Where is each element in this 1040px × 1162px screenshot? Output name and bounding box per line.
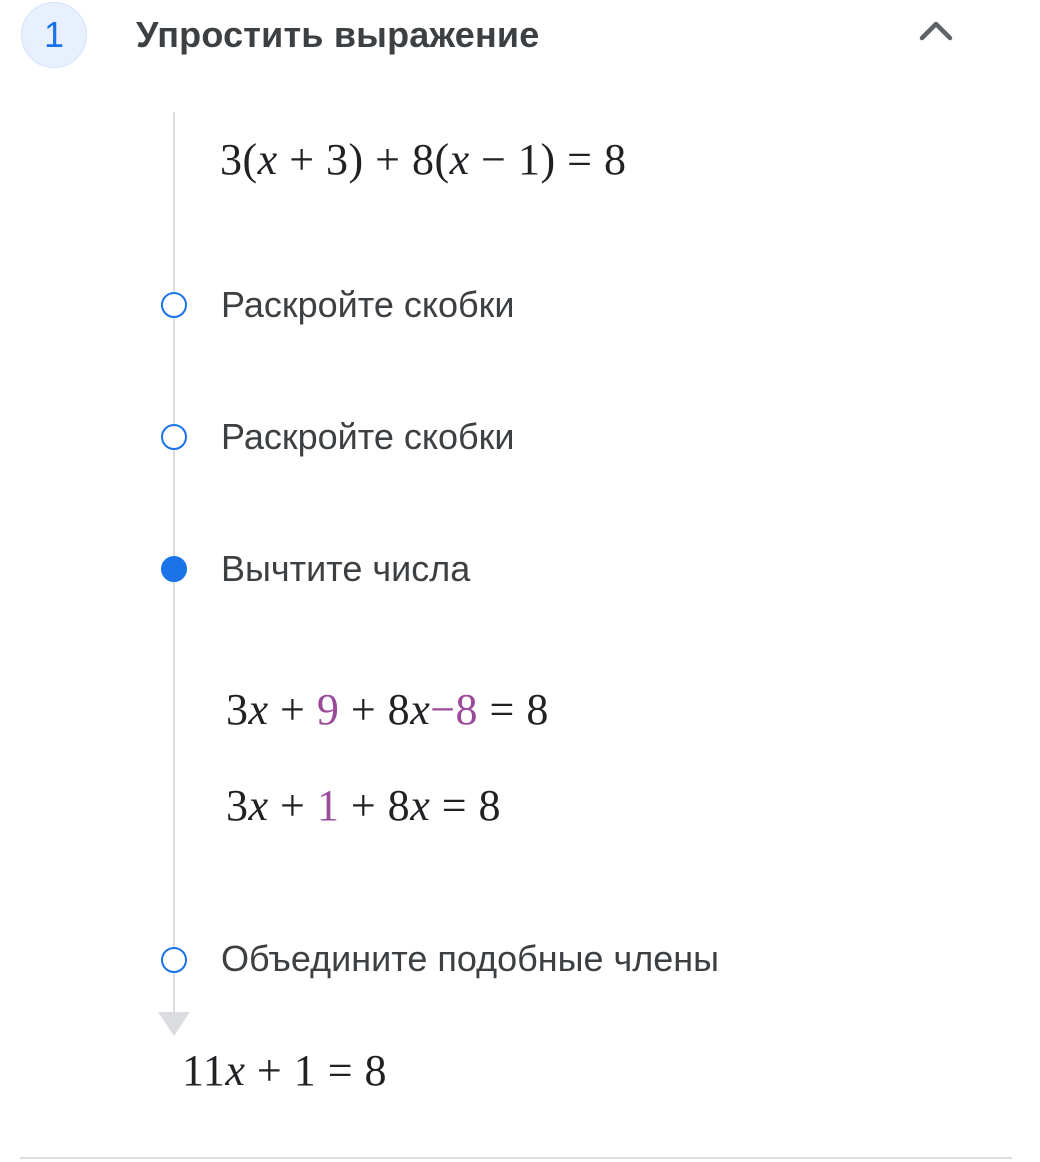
substep-expand-brackets-1[interactable]: Раскройте скобки [221, 284, 515, 325]
substep-dot-4 [161, 947, 187, 973]
substep-subtract-numbers[interactable]: Вычтите числа [221, 548, 471, 589]
timeline-arrow-icon [158, 1012, 190, 1036]
chevron-up-icon [910, 8, 962, 52]
substep-dot-1 [161, 292, 187, 318]
substep-dot-3-active [161, 556, 187, 582]
step-title: Упростить выражение [136, 14, 540, 55]
substep-combine-like-terms[interactable]: Объедините подобные члены [221, 938, 720, 979]
substep-expand-brackets-2[interactable]: Раскройте скобки [221, 416, 515, 457]
substep-dot-2 [161, 424, 187, 450]
section-divider [20, 1157, 1012, 1159]
work-line-2: 3x + 1 + 8x = 8 [226, 781, 502, 830]
step-number: 1 [43, 14, 65, 55]
start-equation: 3(x + 3) + 8(x − 1) = 8 [220, 135, 627, 184]
step-number-badge [21, 2, 87, 68]
collapse-button[interactable] [910, 8, 962, 52]
result-equation: 11x + 1 = 8 [182, 1046, 388, 1095]
work-line-1: 3x + 9 + 8x−8 = 8 [226, 685, 549, 734]
